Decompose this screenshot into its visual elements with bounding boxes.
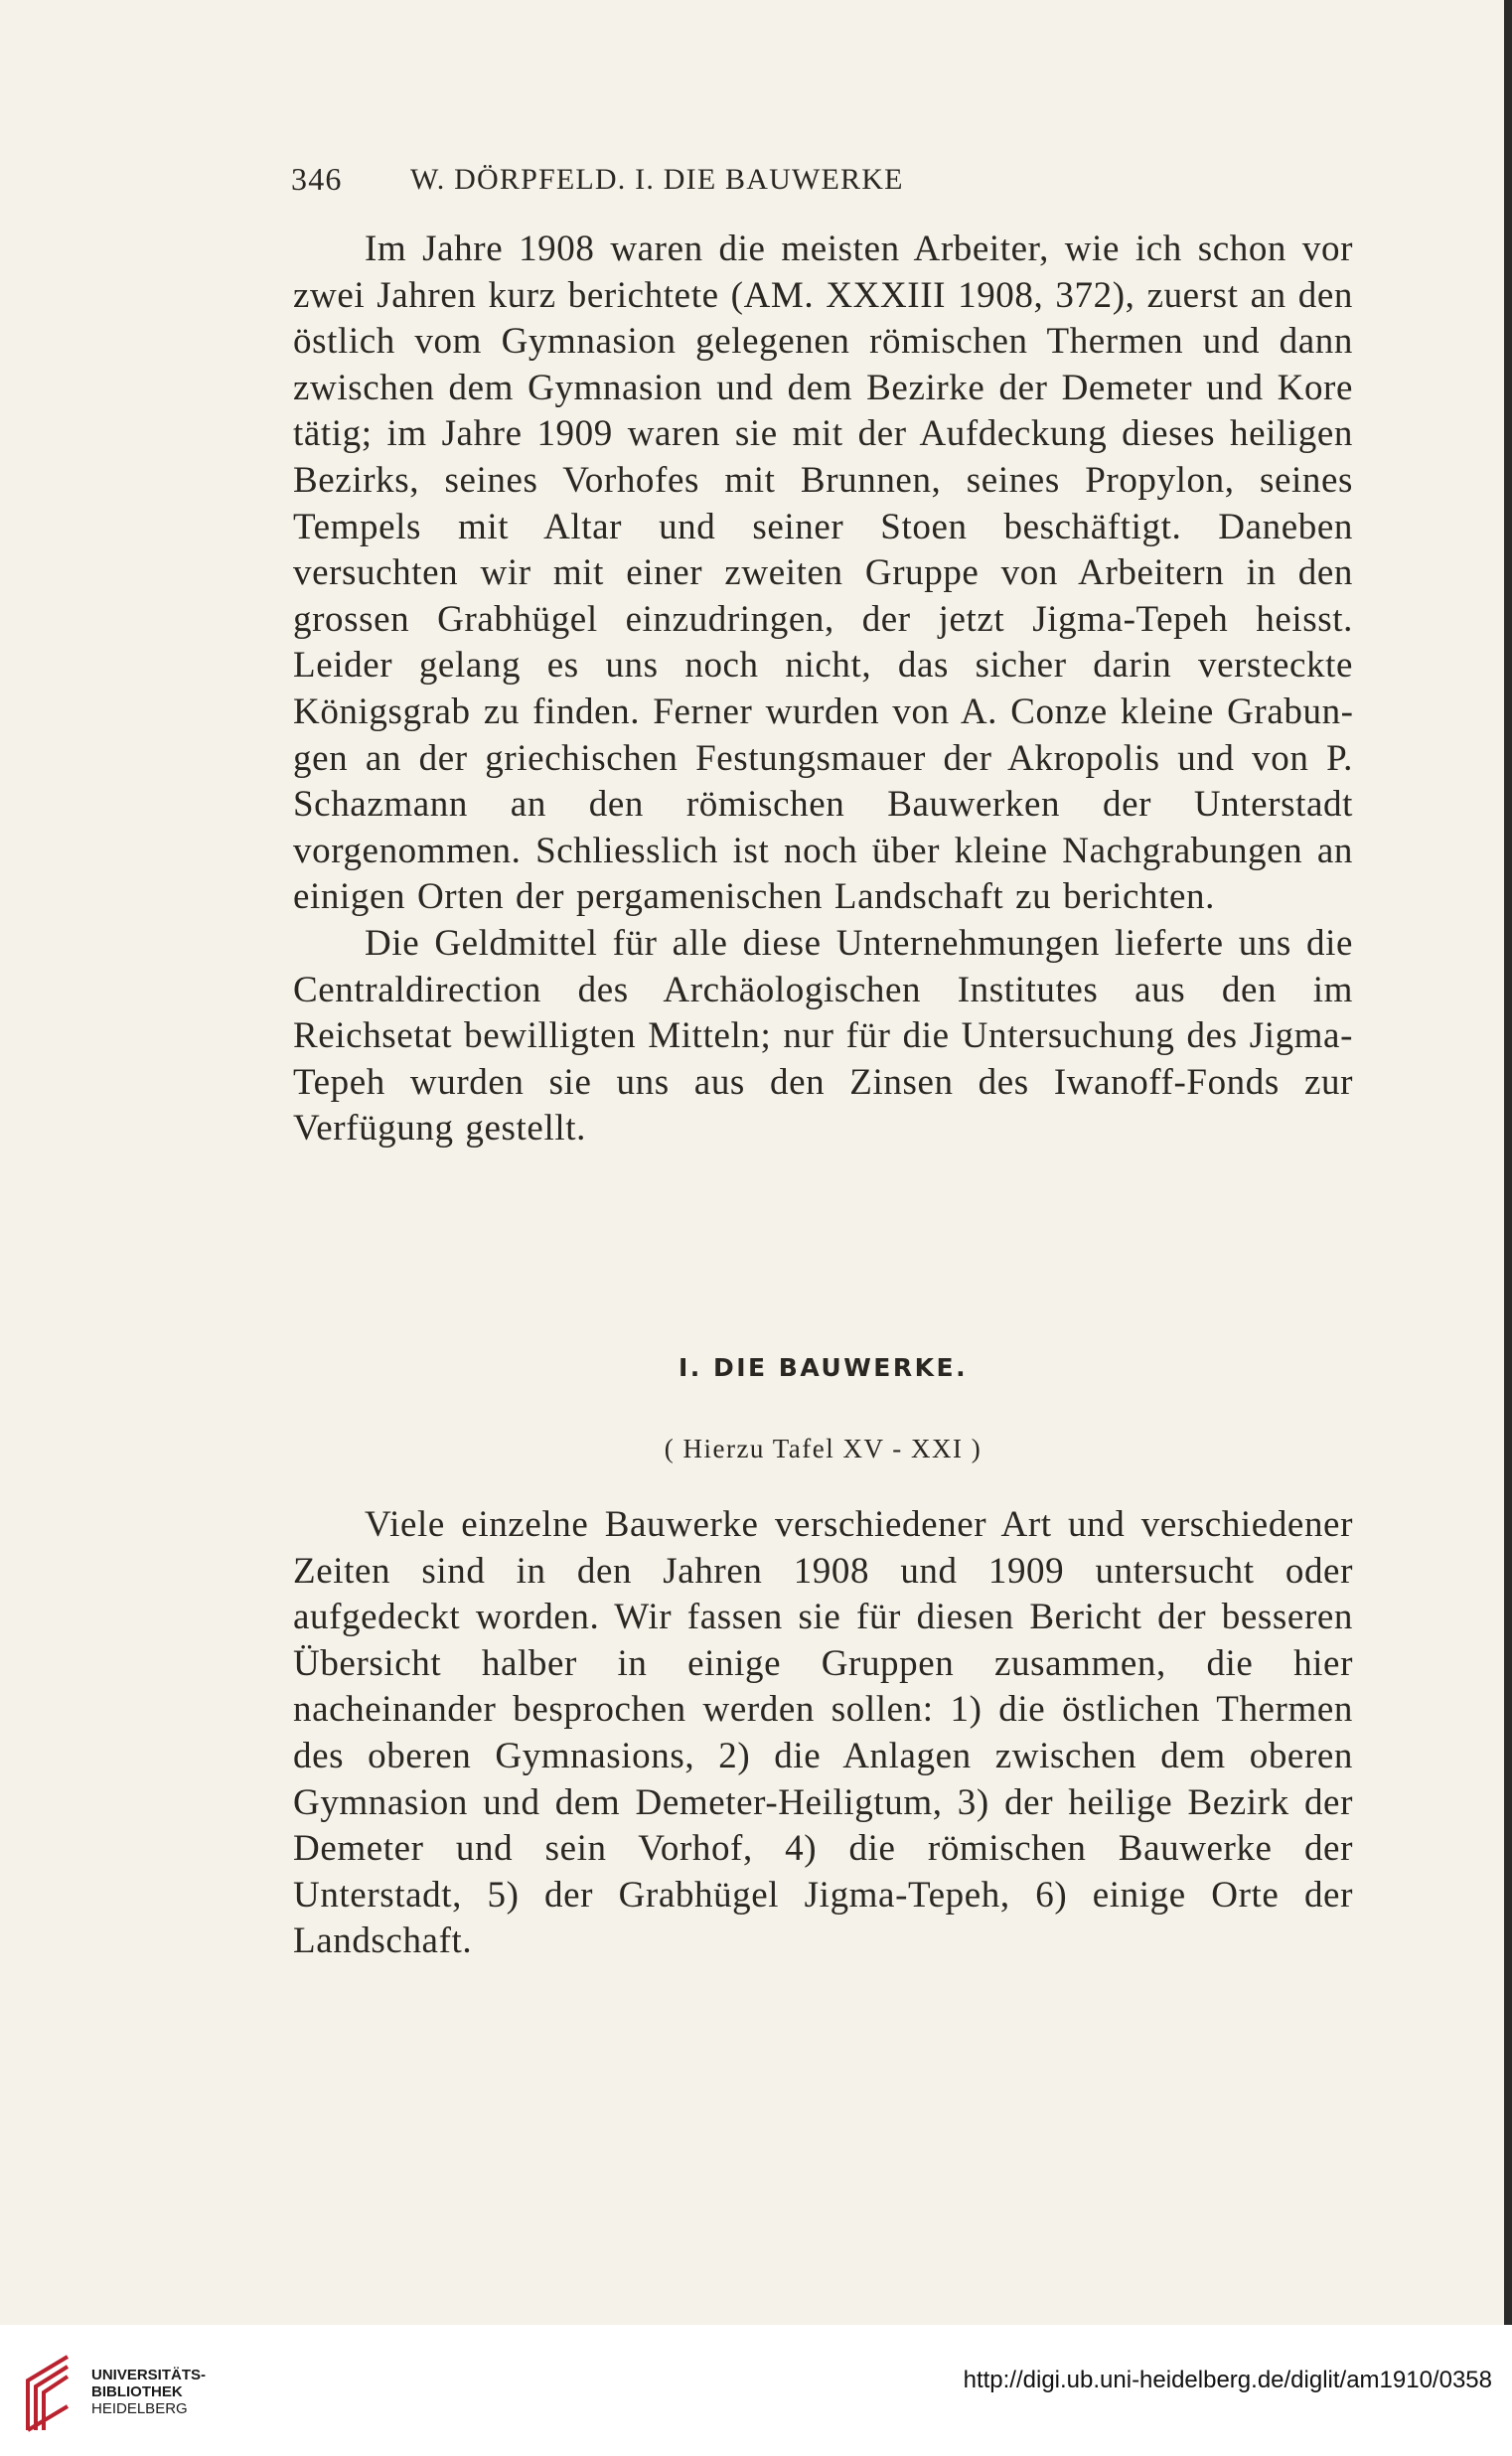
page-number: 346 [291,161,343,197]
intro-text [293,227,1353,1152]
library-name-line: BIBLIOTHEK [91,2383,183,2400]
running-title: W. DÖRPFELD. I. DIE BAUWERKE [410,163,904,196]
paragraph: Die Geldmittel für alle diese Unternehmungen lieferte uns die Centraldirection des Archäologischen Institutes aus den im Reichsetat bewilligten Mitteln; nur für die Untersuchung des Jigma-Tepeh wurden sie uns aus den Zinsen des Iwanoff-Fonds zur Verfügung gestellt. [293,922,1353,1150]
paragraph: Viele einzelne Bauwerke verschiedener Art und verschiedener Zeiten sind in den Jahren 1908 und 1909 untersucht oder aufgedeckt worden. Wir fassen sie für diesen Bericht der besseren Übersicht halber in einige Gruppen zusammen, die hier nacheinander besprochen werden sollen: 1) die östlichen Thermen des oberen Gymnasions, 2) die Anlagen zwischen dem oberen Gymnasion und dem Demeter-Heiligtum, 3) der heilige Bezirk der Demeter und sein Vorhof, 4) die römischen Bauwerke der Unterstadt, 5) der Grabhügel Jigma-Tepeh, 6) einige Orte der Landschaft. [293,1504,1353,1962]
library-name-line: UNIVERSITÄTS- [91,2367,207,2383]
permalink-url[interactable]: http://digi.ub.uni-heidelberg.de/diglit/am1910/0358 [963,2367,1492,2393]
library-name [91,2367,206,2417]
paragraph: Im Jahre 1908 waren die meisten Arbeiter, wie ich schon vor zwei Jahren kurz berichtete (AM. XXXIII 1908, 372), zuerst an den östlich vom Gymnasion gelegenen römischen Thermen und dann zwischen dem Gymnasion und dem Bezirke der Demeter und Kore tätig; im Jahre 1909 waren sie mit der Aufdeckung dieses heiligen Bezirks, seines Vorhofes mit Brunnen, seines Propylon, seines Tempels mit Altar und seiner Stoen beschäftigt. Daneben versuchten wir mit einer zweiten Gruppe von Arbeitern in den grossen Grabhügel einzudringen, der jetzt Jigma-Tepeh heisst. Leider gelang es uns noch nicht, das sicher darin versteckte Königsgrab zu finden. Ferner wurden von A. Conze kleine Grabungen an der griechischen Festungsmauer der Akropolis und von P. Schazmann an den römischen Bauwerken der Unterstadt vorgenommen. Schliesslich ist noch über kleine Nachgrabungen an einigen Orten der pergamenischen Landschaft zu berichten. [293,229,1353,918]
section-text [293,1502,1353,1965]
section-heading: I. DIE BAUWERKE. [678,1353,969,1382]
library-logo-icon [18,2351,81,2434]
section-plate-note: ( Hierzu Tafel XV - XXI ) [664,1434,983,1463]
footer-bar [0,2325,1512,2456]
scan-edge [1504,0,1512,2325]
library-name-line: HEIDELBERG [91,2400,188,2417]
running-head [291,161,1126,201]
